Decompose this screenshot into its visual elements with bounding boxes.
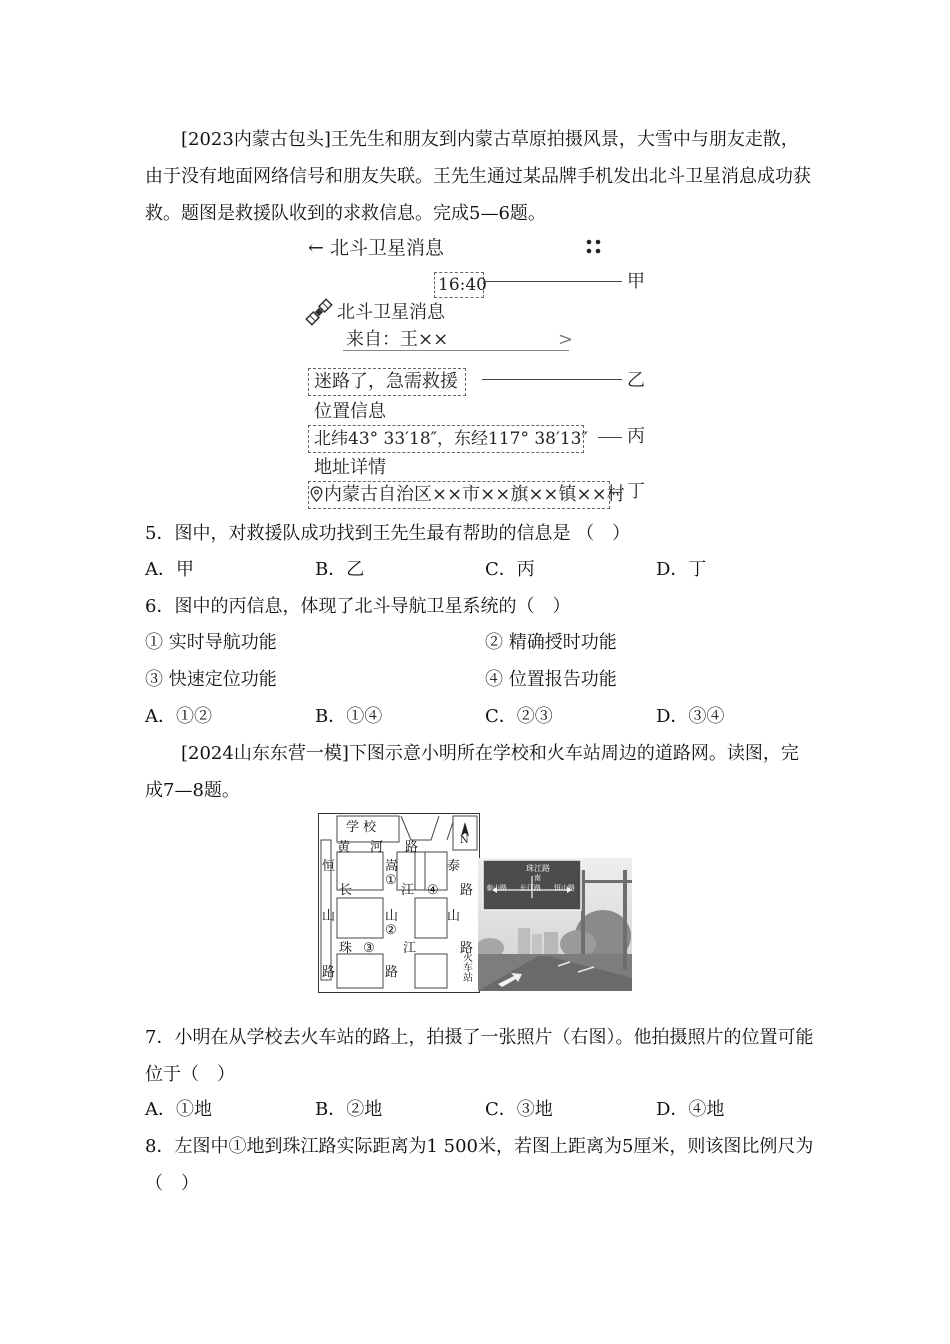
map-label-jiang2: 江: [403, 941, 417, 956]
phone-header: ← 北斗卫星消息: [308, 237, 444, 259]
address-label: 地址详情: [314, 457, 386, 478]
map-label-jiang1: 江: [401, 883, 415, 898]
q6-item-2: ② 精确授时功能: [485, 632, 617, 653]
map-label-lu5: 路: [385, 965, 399, 980]
map-label-chang: 长: [339, 883, 353, 898]
leader-line-ding: [609, 492, 622, 493]
map-label-shan1: 山: [322, 909, 336, 924]
q6-option-a[interactable]: A．①②: [145, 706, 212, 727]
q6-item-1: ① 实时导航功能: [145, 632, 277, 653]
map-label-he: 河: [370, 840, 384, 855]
q6-item-4: ④ 位置报告功能: [485, 669, 617, 690]
map-label-huang: 黄: [337, 840, 351, 855]
map-label-song: 嵩: [385, 859, 399, 874]
map-label-tai: 泰: [447, 859, 461, 874]
intro-paragraph-2: [2024山东东营一模]下图示意小明所在学校和火车站周边的道路网。读图，完成7—8题。: [145, 743, 799, 801]
q5-option-b[interactable]: B．乙: [315, 559, 365, 580]
q7-option-c[interactable]: C．③地: [485, 1099, 553, 1120]
location-pin-icon: [310, 486, 323, 502]
map-marker-1: ①: [385, 873, 397, 888]
message-content: 迷路了，急需救援: [314, 371, 458, 392]
tag-ding: 丁: [627, 481, 645, 502]
sign-top-road: 珠江路: [526, 864, 550, 873]
map-school: 学 校: [346, 820, 377, 835]
message-from: 来自：王××: [346, 329, 449, 350]
q5-option-a[interactable]: A．甲: [145, 559, 194, 580]
map-label-lu1: 路: [405, 840, 419, 855]
sign-right-road: 恒山路: [554, 884, 575, 892]
q5-option-d[interactable]: D．丁: [656, 559, 707, 580]
menu-dots-icon: [585, 238, 603, 256]
map-label-lu3: 路: [460, 941, 474, 956]
chevron-right-icon[interactable]: >: [558, 329, 574, 350]
sign-direction: 南: [534, 874, 541, 882]
tag-yi: 乙: [627, 370, 645, 391]
tag-bing: 丙: [627, 426, 645, 447]
location-label: 位置信息: [314, 401, 386, 422]
q6-stem: 6．图中的丙信息，体现了北斗导航卫星系统的（ ）: [145, 596, 571, 617]
q8-stem: 8．左图中①地到珠江路实际距离为1 500米，若图上距离为5厘米，则该图比例尺为（ ）: [145, 1136, 814, 1194]
q6-option-c[interactable]: C．②③: [485, 706, 553, 727]
message-time: 16:40: [438, 275, 487, 295]
map-marker-2: ②: [385, 923, 397, 938]
map-label-station: 火车站: [463, 953, 473, 984]
leader-line-yi: [482, 379, 622, 380]
sign-left-road: 泰山路: [486, 884, 507, 892]
map-marker-3: ③: [363, 941, 375, 956]
q6-option-b[interactable]: B．①④: [315, 706, 383, 727]
q5-stem: 5．图中，对救援队成功找到王先生最有帮助的信息是 （ ）: [145, 523, 631, 544]
road-photo: [478, 858, 632, 991]
map-label-shan2: 山: [385, 909, 399, 924]
map-label-shan3: 山: [447, 909, 461, 924]
sign-center-road: 长江路: [520, 884, 541, 892]
leader-line-jia: [484, 281, 622, 282]
location-coordinates: 北纬43° 33′18″，东经117° 38′13″: [314, 429, 588, 449]
satellite-icon: [304, 297, 334, 327]
road-photo-scene: [478, 858, 632, 991]
map-marker-4: ④: [427, 883, 439, 898]
q6-option-d[interactable]: D．③④: [656, 706, 725, 727]
address-detail: 内蒙古自治区××市××旗××镇××村: [324, 484, 625, 505]
road-map: [318, 813, 480, 993]
q5-option-c[interactable]: C．丙: [485, 559, 535, 580]
q7-option-b[interactable]: B．②地: [315, 1099, 383, 1120]
map-label-lu2: 路: [460, 883, 474, 898]
map-label-lu4: 路: [322, 965, 336, 980]
q7-stem: 7．小明在从学校去火车站的路上，拍摄了一张照片（右图）。他拍摄照片的位置可能位于（ ）: [145, 1027, 814, 1085]
q6-item-3: ③ 快速定位功能: [145, 669, 277, 690]
message-title: 北斗卫星消息: [337, 302, 445, 323]
leader-line-bing: [598, 437, 622, 438]
map-north: N: [460, 835, 469, 846]
map-label-heng: 恒: [322, 859, 336, 874]
map-label-zhu: 珠: [339, 941, 353, 956]
q7-option-d[interactable]: D．④地: [656, 1099, 725, 1120]
from-underline: [343, 350, 569, 351]
q7-option-a[interactable]: A．①地: [145, 1099, 212, 1120]
intro-paragraph-1: [2023内蒙古包头]王先生和朋友到内蒙古草原拍摄风景，大雪中与朋友走散，由于没有地面网络信号和朋友失联。王先生通过某品牌手机发出北斗卫星消息成功获救。题图是救援队收到的求救信息。完成5—6题。: [145, 129, 811, 224]
tag-jia: 甲: [627, 271, 645, 292]
